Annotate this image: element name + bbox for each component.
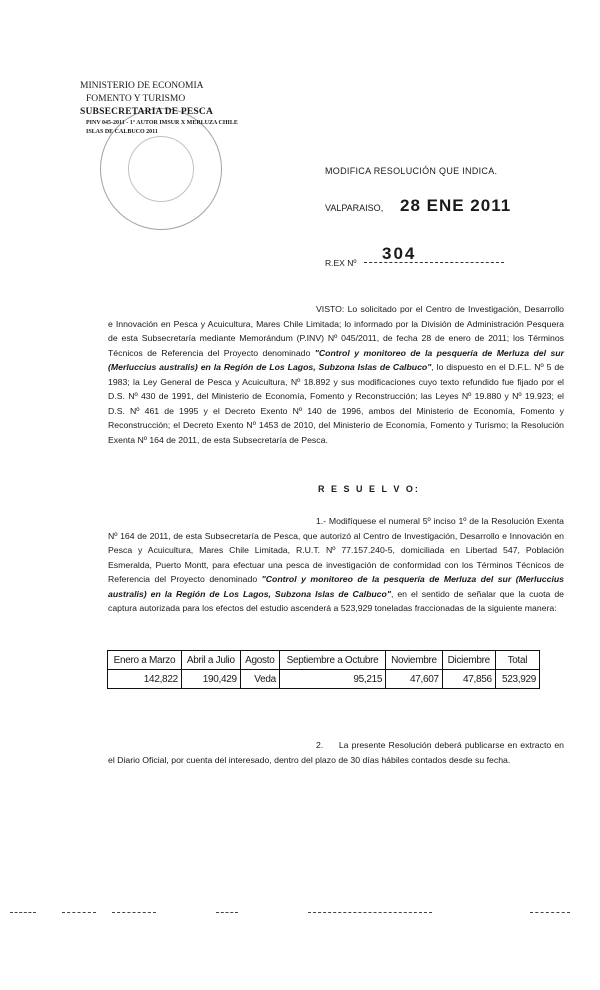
table-header-row bbox=[108, 651, 540, 670]
table-header-cell: Agosto bbox=[240, 651, 279, 670]
document-title: MODIFICA RESOLUCIÓN QUE INDICA. bbox=[325, 166, 498, 176]
visto-paragraph bbox=[108, 302, 564, 447]
footer-dash bbox=[308, 912, 432, 913]
reference-code: PINV 045-2011 - 1° AUTOR IMSUR X MERLUZA CHILE bbox=[86, 120, 238, 126]
item-2-paragraph bbox=[108, 738, 564, 767]
footer-dash bbox=[10, 912, 36, 913]
visto-project-name: "Control y monitoreo de la pesquería de Merluza del sur (Merluccius australis) en la Región de Los Lagos, Subzona Islas de Calbuco" bbox=[108, 347, 564, 372]
table-cell: 47,607 bbox=[386, 670, 443, 689]
footer-dash bbox=[530, 912, 570, 913]
table-cell: 95,215 bbox=[279, 670, 385, 689]
table-row bbox=[108, 670, 540, 689]
item-2-text: La presente Resolución deberá publicarse en extracto en el Diario Oficial, por cuenta del interesado, dentro del plazo de 30 días hábiles contados desde su fecha. bbox=[108, 740, 564, 765]
table-cell: 190,429 bbox=[181, 670, 240, 689]
table-header-cell: Abril a Julio bbox=[181, 651, 240, 670]
footer-dash bbox=[62, 912, 96, 913]
table-cell: Veda bbox=[240, 670, 279, 689]
table-cell: 142,822 bbox=[108, 670, 182, 689]
reference-area: ISLAS DE CALBUCO 2011 bbox=[86, 129, 158, 135]
official-seal-inner bbox=[128, 136, 194, 202]
table-cell: 523,929 bbox=[495, 670, 539, 689]
table-header-cell: Septiembre a Octubre bbox=[279, 651, 385, 670]
table-cell: 47,856 bbox=[442, 670, 495, 689]
quota-table bbox=[107, 650, 540, 689]
item-2-number: 2. bbox=[316, 740, 324, 750]
place-label: VALPARAISO, bbox=[325, 203, 384, 213]
footer-dash bbox=[216, 912, 238, 913]
table-header-cell: Enero a Marzo bbox=[108, 651, 182, 670]
ministry-subtitle: FOMENTO Y TURISMO bbox=[86, 94, 186, 104]
item-1-text-2: , en el sentido de señalar que la cuota de captura autorizada para los efectos del estudio ascenderá a 523,929 toneladas fraccionadas de la siguiente manera: bbox=[108, 588, 564, 613]
item-1-text-1: 1.- Modifíquese el numeral 5º inciso 1º de la Resolución Exenta Nº 164 de 2011, de esta Subsecretaría de Pesca, que autorizó al Centro de Investigación, Desarrollo e Innovación en Pesca y Acuicultura, Mares Chile Limitada, R.U.T. Nº 77.157.240-5, domiciliada en Libertad 547, Población Esmeralda, Puerto Montt, para efectuar una pesca de investigación de conformidad con los Términos Técnicos de Referencia del Proyecto denominado bbox=[108, 516, 564, 584]
resolution-number-label: R.EX Nº bbox=[325, 258, 357, 268]
table-header-cell: Total bbox=[495, 651, 539, 670]
item-1-project-name: "Control y monitoreo de la pesquería de Merluza del sur (Merluccius australis) en la Región de Los Lagos, Subzona Islas de Calbuco" bbox=[108, 574, 564, 599]
subsecretary-name: SUBSECRETARIA DE PESCA bbox=[80, 107, 214, 117]
resuelvo-heading: R E S U E L V O: bbox=[318, 484, 420, 494]
table-header-cell: Diciembre bbox=[442, 651, 495, 670]
letterhead bbox=[80, 80, 310, 137]
resolution-number: 304 bbox=[382, 244, 417, 263]
item-1-paragraph bbox=[108, 514, 564, 616]
visto-text-2: , lo dispuesto en el D.F.L. Nº 5 de 1983; la Ley General de Pesca y Acuicultura, Nº 18.892 y sus modificaciones cuyo texto refundido fue fijado por el D.S. Nº 430 de 1991, del Ministerio de Economía, Fomento y Reconstrucción; las Leyes Nº 19.880 y Nº 19.923; el D.S. Nº 461 de 1995 y el Decreto Exento Nº 140 de 1996, ambos del Ministerio de Economía, Fomento y Reconstrucción; el Decreto Exento Nº 1453 de 2010, del Ministerio de Economía, Fomento y Turismo; la Resolución Exenta Nº 164 de 2011, de esta Subsecretaría de Pesca. bbox=[108, 362, 564, 445]
footer-dash bbox=[112, 912, 156, 913]
visto-text-1: Lo solicitado por el Centro de Investigación, Desarrollo e Innovación en Pesca y Acuicultura, Mares Chile Limitada; lo informado por la División de Administración Pesquera de esta Subsecretaría mediante Memorándum (P.INV) Nº 045/2011, de fecha 28 de enero de 2011; los Términos Técnicos de Referencia del Proyecto denominado bbox=[108, 304, 564, 358]
visto-lead: VISTO: bbox=[316, 304, 345, 314]
ministry-name: MINISTERIO DE ECONOMIA bbox=[80, 81, 204, 91]
table-header-cell: Noviembre bbox=[386, 651, 443, 670]
date-stamp: 28 ENE 2011 bbox=[400, 196, 512, 215]
